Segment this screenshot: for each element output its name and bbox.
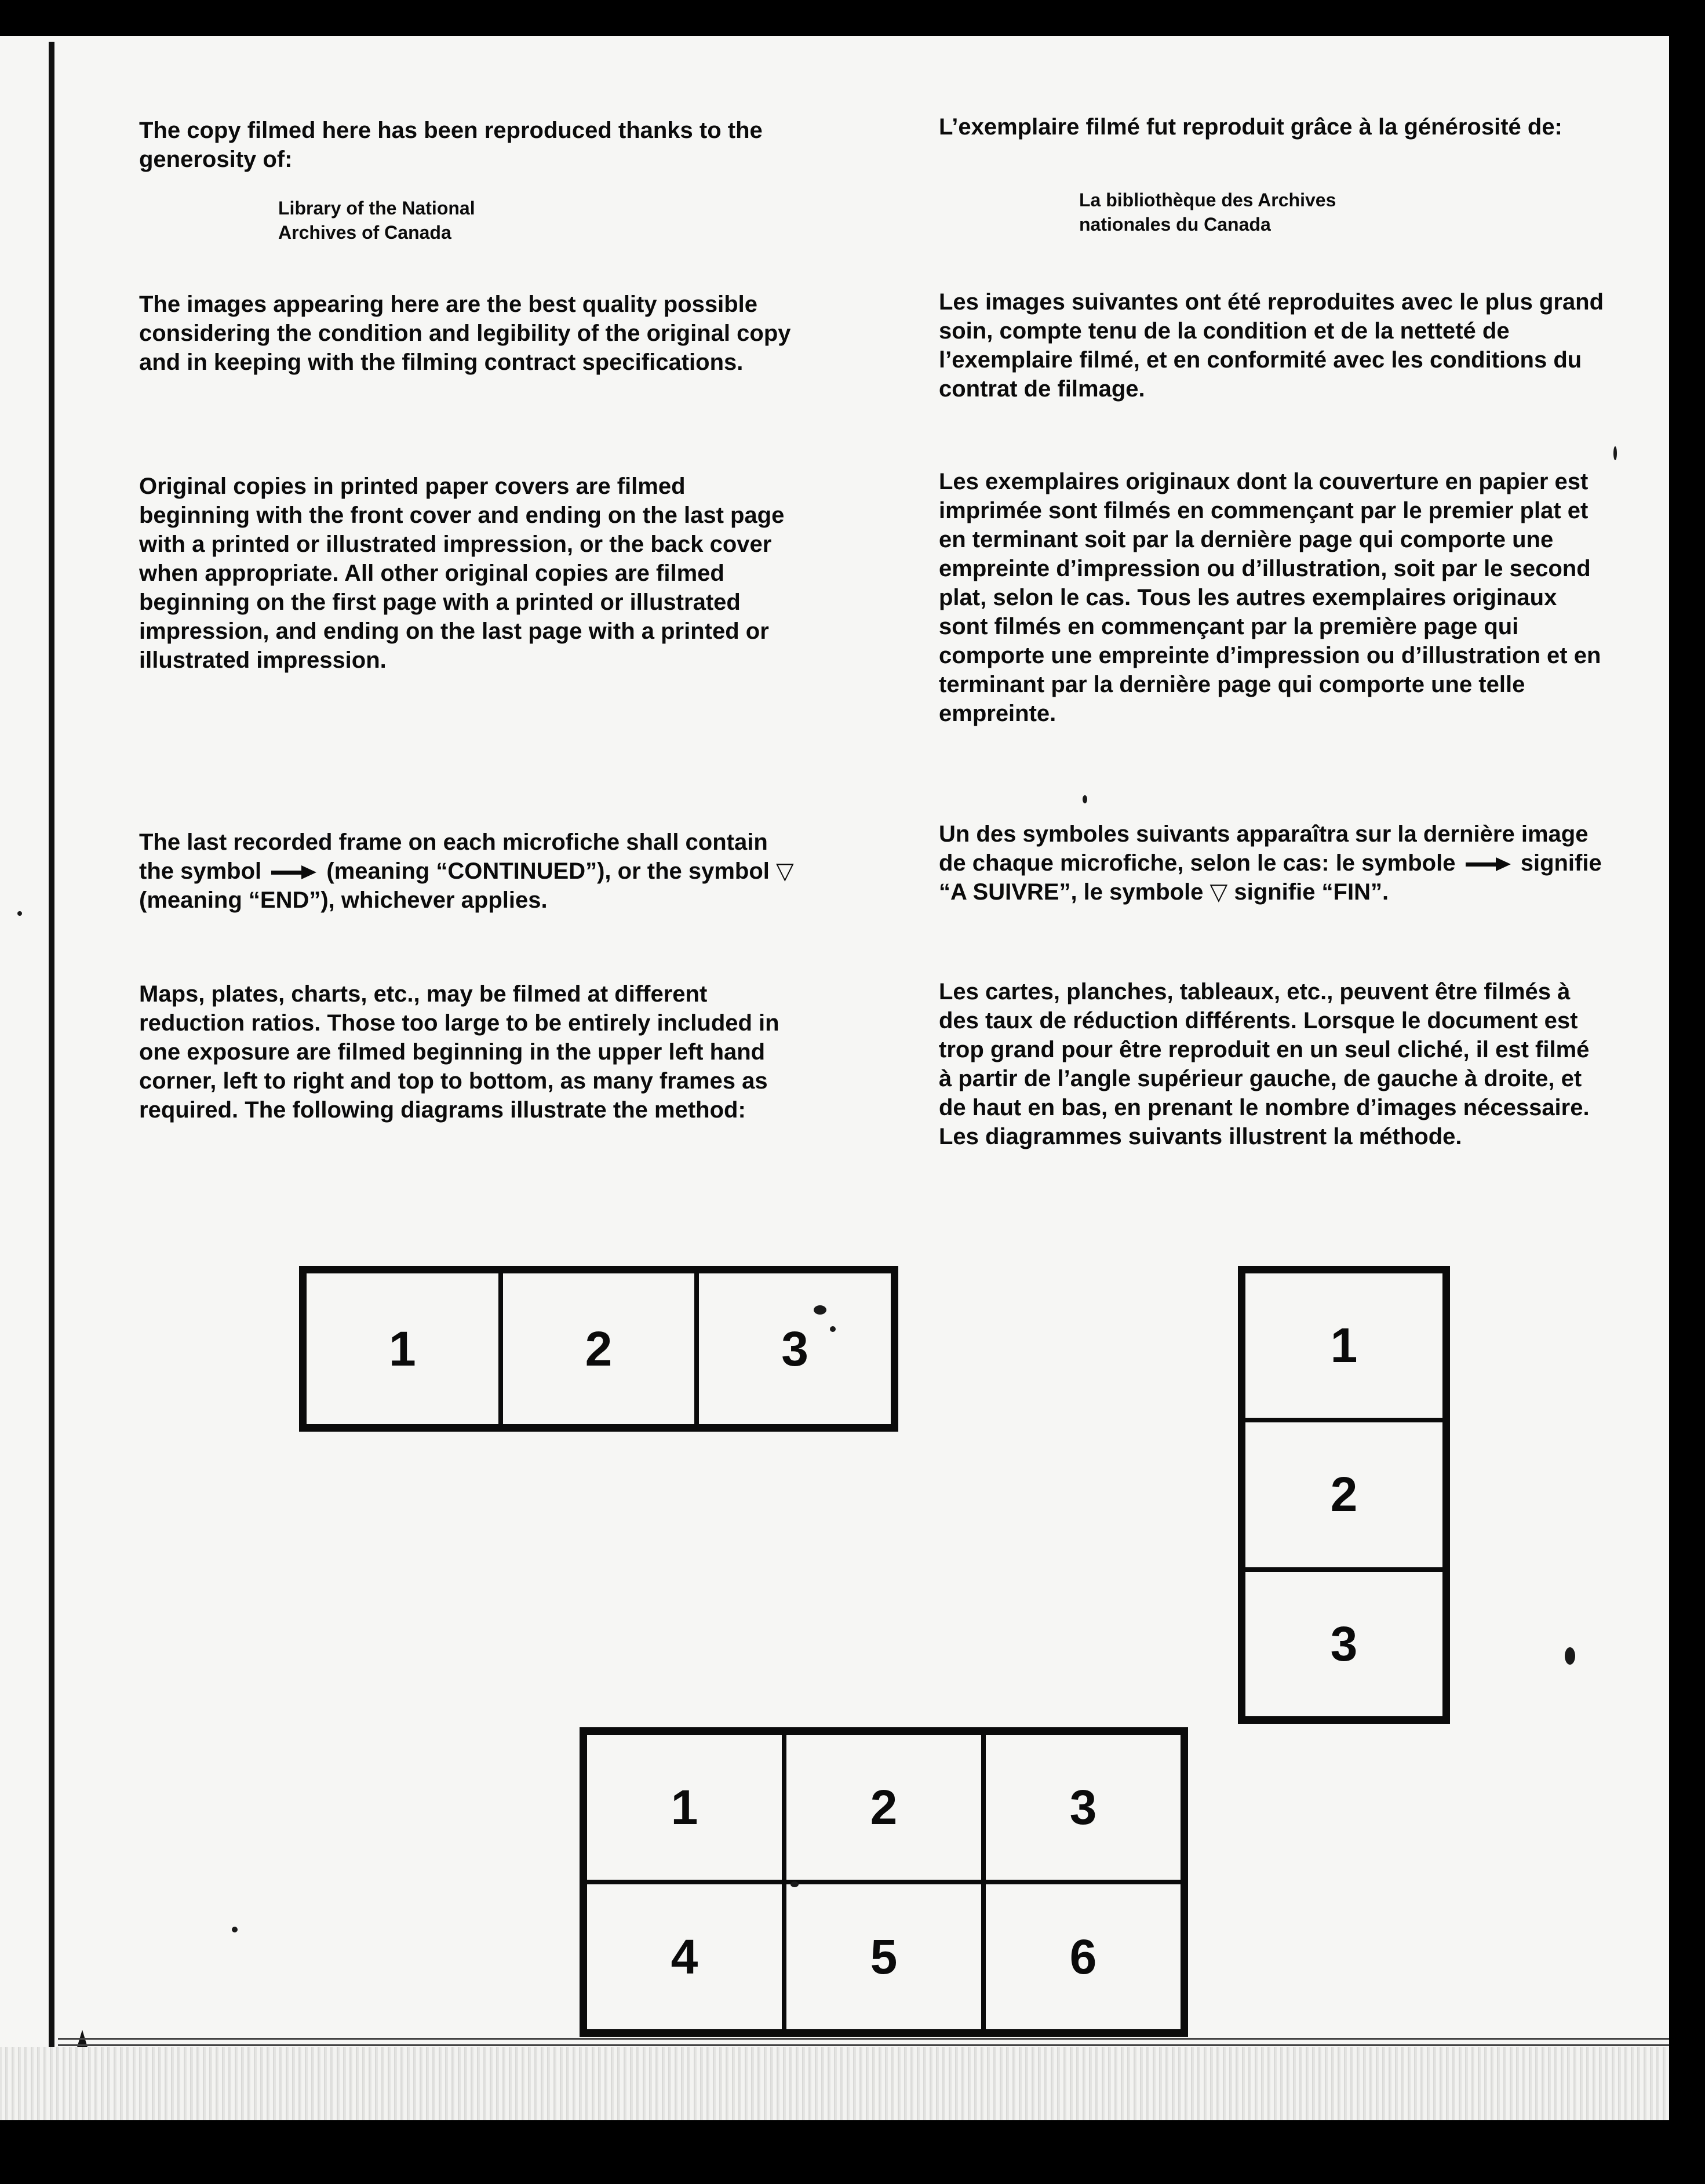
diagram-vertical-frames: [1238, 1266, 1450, 1724]
frame-cell: 2: [501, 1271, 697, 1426]
fr-symbol-note-before: Un des symboles suivants apparaîtra sur la dernière image de chaque microfiche, selon le cas: le symbole: [939, 821, 1589, 876]
en-credit-intro: The copy filmed here has been reproduced thanks to the generosity of:: [139, 118, 763, 172]
film-speck: [1613, 446, 1617, 460]
microfiche-target-sheet: [0, 36, 1669, 2120]
film-speck: [814, 1305, 826, 1315]
frame-cell: 2: [784, 1732, 983, 1882]
fr-quality-note: Les images suivantes ont été reproduites avec le plus grand soin, compte tenu de la condition et de la netteté de l’exemplaire filmé, et en conformité avec les conditions du contrat de filmage.: [939, 289, 1604, 402]
en-institution: [278, 196, 475, 245]
frame-cell: 3: [697, 1271, 893, 1426]
frame-cell: 1: [304, 1271, 501, 1426]
diagram-six-frames: [580, 1727, 1188, 2037]
film-edge-texture: [0, 2047, 1669, 2120]
fr-institution: [1079, 188, 1336, 236]
en-institution-line-1: Library of the National: [278, 198, 475, 219]
right-arrow-icon: [271, 867, 316, 878]
frame-cell: 3: [1243, 1570, 1445, 1719]
frame-cell: 1: [1243, 1271, 1445, 1420]
fr-institution-line-2: nationales du Canada: [1079, 214, 1271, 235]
en-quality-note: The images appearing here are the best quality possible considering the condition and legibility of the original copy and in keeping with the filming contract specifications.: [139, 292, 791, 375]
frame-cell: 1: [585, 1732, 784, 1882]
diagram-horizontal-frames: [299, 1266, 898, 1432]
film-speck: [17, 911, 22, 916]
bottom-rule: [58, 2038, 1669, 2046]
en-maps-note: Maps, plates, charts, etc., may be filmed at different reduction ratios. Those too large to be entirely included in one exposure are filmed beginning in the upper left hand corner, left to right and top to bottom, as many frames as required. The following diagrams illustrate the method:: [139, 981, 779, 1123]
frame-cell: 6: [983, 1882, 1183, 2032]
frame-cell: 3: [983, 1732, 1183, 1882]
en-original-copies-note: Original copies in printed paper covers are filmed beginning with the front cover and ending on the last page with a printed or illustrated impression, or the back cover when appropriate. All other original copies are filmed beginning on the first page with a printed or illustrated impression, and ending on the last page with a printed or illustrated impression.: [139, 474, 785, 673]
fr-symbol-note: [939, 820, 1605, 907]
en-symbol-note-before: The last recorded frame on each microfiche shall contain the symbol: [139, 829, 768, 884]
film-speck: [830, 1326, 836, 1332]
frame-cell: 2: [1243, 1420, 1445, 1569]
en-institution-line-2: Archives of Canada: [278, 222, 451, 243]
fr-maps-note: Les cartes, planches, tableaux, etc., peuvent être filmés à des taux de réduction différents. Lorsque le document est trop grand pour être reproduit en un seul cliché, il est filmé à partir de l’angle supérieur gauche, de gauche à droite, et de haut en bas, en prenant le nombre d’images nécessaire. Les diagrammes suivants illustrent la méthode.: [939, 979, 1590, 1149]
film-margin-line: [49, 42, 54, 2059]
film-speck: [1565, 1647, 1575, 1665]
en-symbol-note-after: (meaning “CONTINUED”), or the symbol ▽ (meaning “END”), whichever applies.: [139, 858, 794, 913]
frame-cell: 4: [585, 1882, 784, 2032]
fr-symbol-note-after: signifie “A SUIVRE”, le symbole ▽ signifie “FIN”.: [939, 850, 1602, 905]
frame-cell: 5: [784, 1882, 983, 2032]
fr-institution-line-1: La bibliothèque des Archives: [1079, 190, 1336, 210]
right-arrow-icon: [1466, 858, 1511, 870]
film-speck: [232, 1927, 238, 1932]
fr-original-copies-note: Les exemplaires originaux dont la couverture en papier est imprimée sont filmés en commençant par le premier plat et en terminant soit par la dernière page qui comporte une empreinte d’impression ou d’illustration, soit par le second plat, selon le cas. Tous les autres exemplaires originaux sont filmés en commençant par la première page qui comporte une empreinte d’impression ou d’illustration et en terminant par la dernière page qui comporte une telle empreinte.: [939, 469, 1601, 726]
film-speck: [790, 1881, 799, 1887]
en-symbol-note: [139, 828, 800, 915]
fr-credit-intro: L’exemplaire filmé fut reproduit grâce à la générosité de:: [939, 114, 1562, 140]
film-speck: [1083, 795, 1087, 803]
